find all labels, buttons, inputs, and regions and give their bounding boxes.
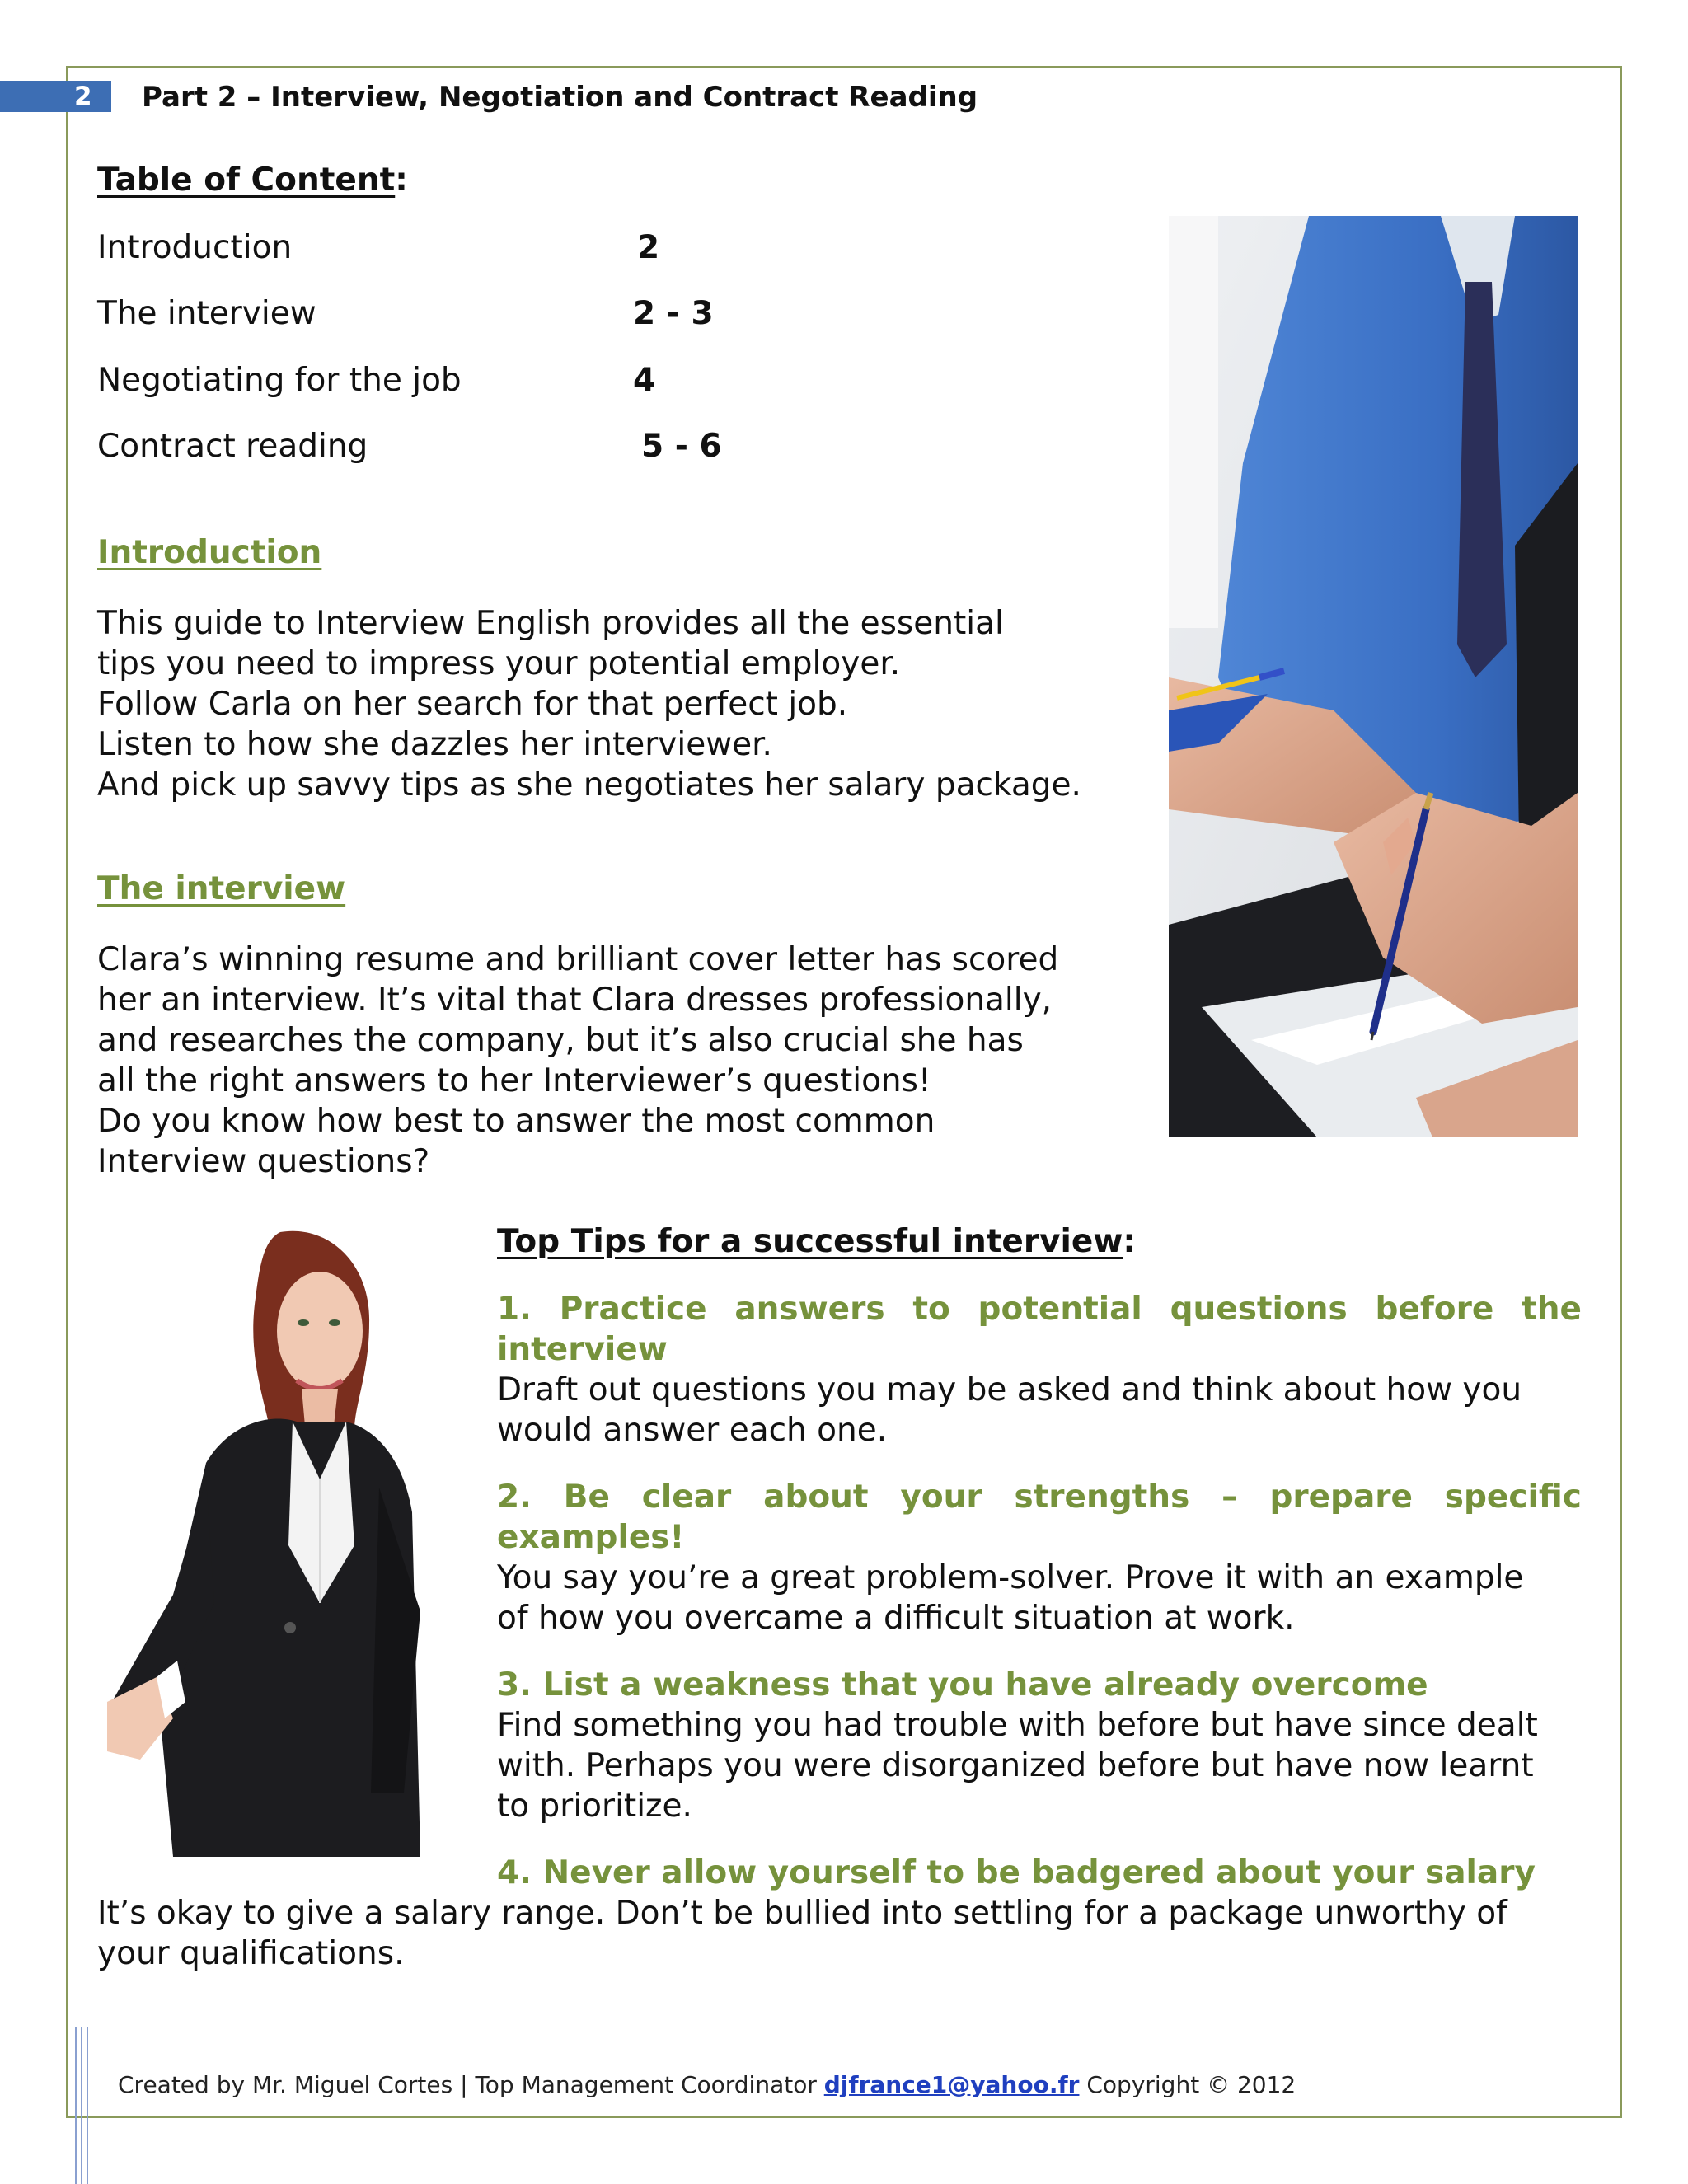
tip-4-body-line: It’s okay to give a salary range. Don’t be bullied into settling for a package unworthy of — [97, 1895, 1507, 1932]
word: 1. — [497, 1291, 532, 1328]
word: clear — [641, 1479, 732, 1516]
introduction-line: And pick up savvy tips as she negotiates her salary package. — [97, 766, 1081, 804]
tips-heading-colon: : — [1123, 1223, 1136, 1260]
introduction-paragraph — [97, 603, 1081, 805]
interview-line: Clara’s winning resume and brilliant cover letter has scored — [97, 941, 1059, 978]
tip-1-body — [497, 1370, 1582, 1451]
tip-3-body-line: to prioritize. — [497, 1788, 692, 1825]
page-header-title: Part 2 – Interview, Negotiation and Contract Reading — [142, 81, 978, 114]
tip-4-body-line: your qualifications. — [97, 1935, 405, 1972]
tip-1-title-line — [497, 1289, 1582, 1329]
tip-1-body-line: Draft out questions you may be asked and think about how you — [497, 1371, 1522, 1408]
word: prepare — [1269, 1479, 1413, 1516]
footer-credit: Created by Mr. Miguel Cortes | Top Management Coordinator — [118, 2071, 824, 2098]
tip-2-title — [497, 1477, 1582, 1558]
introduction-line: Listen to how she dazzles her interviewer. — [97, 726, 772, 763]
introduction-line: tips you need to impress your potential employer. — [97, 645, 901, 682]
interview-line: all the right answers to her Interviewer’s questions! — [97, 1062, 931, 1099]
toc-item-label: Contract reading — [97, 428, 368, 465]
word: to — [912, 1291, 950, 1328]
tip-1-title-line: interview — [497, 1331, 668, 1368]
word: about — [763, 1479, 869, 1516]
tip-3-title: 3. List a weakness that you have already overcome — [497, 1666, 1428, 1704]
tip-1-body-line: would answer each one. — [497, 1412, 888, 1449]
tip-1-title — [497, 1289, 1582, 1370]
toc-heading-text: Table of Content — [97, 162, 396, 199]
interview-line: and researches the company, but it’s also crucial she has — [97, 1022, 1024, 1059]
interview-line: her an interview. It’s vital that Clara dresses professionally, — [97, 982, 1053, 1019]
introduction-line: This guide to Interview English provides all the essential — [97, 605, 1004, 642]
word: answers — [734, 1291, 885, 1328]
toc-item-label: Introduction — [97, 229, 293, 266]
meeting-photo-illustration — [1169, 216, 1578, 1137]
tips-heading — [497, 1223, 1136, 1261]
toc-item-label: The interview — [97, 295, 316, 332]
interview-paragraph — [97, 940, 1058, 1182]
interview-line: Interview questions? — [97, 1143, 430, 1180]
word: the — [1522, 1291, 1582, 1328]
page-number: 2 — [74, 82, 92, 111]
tip-2-body-line: You say you’re a great problem-solver. Prove it with an example — [497, 1559, 1524, 1596]
tip-2-title-line: examples! — [497, 1519, 685, 1556]
word: strengths — [1014, 1479, 1190, 1516]
businesswoman-photo — [107, 1216, 478, 1857]
introduction-line: Follow Carla on her search for that perfect job. — [97, 686, 848, 723]
tip-3-body — [497, 1705, 1582, 1826]
word: Practice — [559, 1291, 707, 1328]
word: specific — [1444, 1479, 1582, 1516]
tip-3-body-line: Find something you had trouble with before but have since dealt — [497, 1707, 1538, 1744]
businesswoman-illustration — [107, 1216, 478, 1857]
introduction-heading: Introduction — [97, 534, 322, 571]
toc-item-page: 2 — [637, 229, 660, 266]
word: questions — [1170, 1291, 1348, 1328]
interview-heading: The interview — [97, 870, 346, 907]
toc-item-label: Negotiating for the job — [97, 362, 462, 399]
tip-4-title: 4. Never allow yourself to be badgered about your salary — [497, 1854, 1536, 1891]
footer — [118, 2071, 1296, 2099]
footer-decorative-lines — [73, 2027, 97, 2184]
footer-copyright: Copyright © 2012 — [1079, 2071, 1296, 2098]
word: 2. — [497, 1479, 532, 1516]
toc-heading-colon: : — [395, 162, 408, 199]
toc-item-page: 4 — [633, 362, 656, 399]
interview-line: Do you know how best to answer the most common — [97, 1103, 935, 1140]
word: your — [900, 1479, 982, 1516]
toc-item-page: 5 - 6 — [641, 428, 722, 465]
footer-email-link[interactable]: djfrance1@yahoo.fr — [823, 2071, 1080, 2098]
word: – — [1221, 1479, 1238, 1516]
word: Be — [563, 1479, 610, 1516]
toc-item-page: 2 - 3 — [633, 295, 714, 332]
tips-heading-text: Top Tips for a successful interview — [497, 1223, 1123, 1260]
meeting-photo — [1169, 216, 1578, 1137]
tip-3-body-line: with. Perhaps you were disorganized before but have now learnt — [497, 1747, 1534, 1784]
word: potential — [978, 1291, 1142, 1328]
tip-2-body-line: of how you overcame a difficult situation at work. — [497, 1600, 1295, 1637]
tip-2-title-line — [497, 1477, 1582, 1517]
tip-2-body — [497, 1558, 1582, 1638]
toc-heading — [97, 162, 408, 199]
word: before — [1375, 1291, 1494, 1328]
page-number-badge — [0, 81, 111, 112]
